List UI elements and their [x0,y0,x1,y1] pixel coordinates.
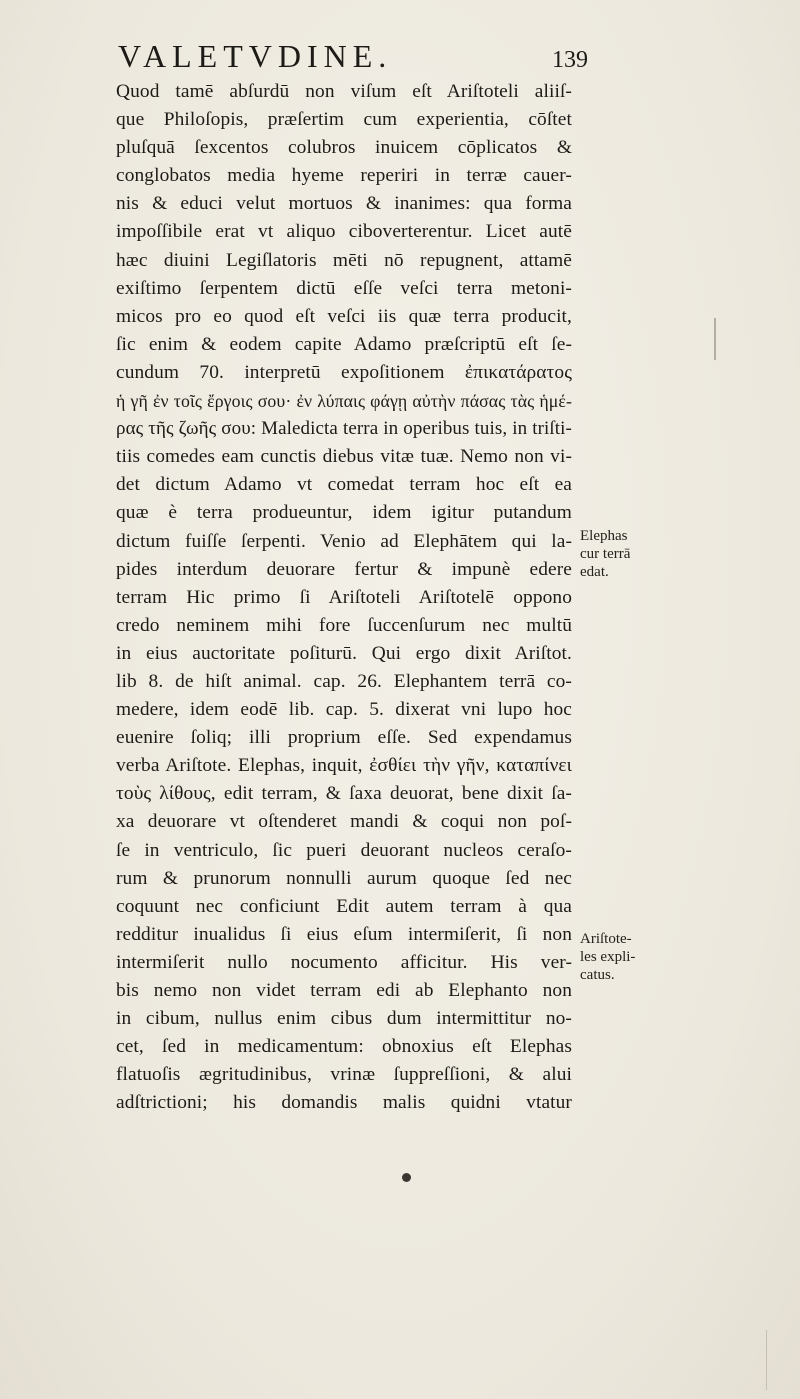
text-line: tiis comedes eam cunctis diebus vitæ tuæ. Nemo non vi- [116,446,572,468]
text-line: cet, ſed in medicamentum: obnoxius eſt Elephas [116,1036,572,1058]
text-line: impoſſibile erat vt aliquo ciboverterentur. Licet autē [116,221,572,243]
body-text [116,78,572,1117]
text-line: in cibum, nullus enim cibus dum intermittitur no- [116,1008,572,1030]
text-line: conglobatos media hyeme reperiri in terræ cauer- [116,165,572,187]
text-line: ἡ γῆ ἐν τοῖς ἔργοις σου· ἐν λύπαις φάγῃ αὐτὴν πάσας τὰς ἡμέ- [116,391,572,412]
text-line: que Philoſopis, præſertim cum experientia, cōſtet [116,109,572,131]
text-line: intermiſerit nullo nocumento afficitur. His ver- [116,951,572,973]
margin-note-line: catus. [580,967,615,983]
page-header [118,38,588,75]
margin-note-line: edat. [580,564,609,580]
text-line: det dictum Adamo vt comedat terram hoc eſt ea [116,474,572,496]
page-number: 139 [552,47,588,73]
margin-note-line: les expli- [580,949,636,965]
text-line: cundum 70. interpretū expoſitionem ἐπικατάρατος [116,361,572,383]
text-line: credo neminem mihi fore ſuccenſurum nec multū [116,614,572,636]
margin-ink-mark [766,1330,767,1390]
text-line: pides interdum deuorare fertur & impunè edere [116,558,572,580]
margin-note-line: Ariſtote- [580,931,632,947]
text-line: quæ è terra produeuntur, idem igitur putandum [116,502,572,524]
text-line: pluſquā ſexcentos colubros inuicem cōplicatos & [116,137,572,159]
text-line: redditur inualidus ſi eius eſum intermiſerit, ſi non [116,923,572,945]
text-line: ſic enim & eodem capite Adamo præſcriptū eſt ſe- [116,333,572,355]
text-line: ſe in ventriculo, ſic pueri deuorant nucleos ceraſo- [116,839,572,861]
text-line: Quod tamē abſurdū non viſum eſt Ariſtoteli aliiſ- [116,81,572,102]
margin-note-line: Elephas [580,528,628,544]
running-head: VALETVDINE. [118,38,393,74]
text-line: euenire ſoliq; illi proprium eſſe. Sed expendamus [116,727,572,749]
text-line: coquunt nec conficiunt Edit autem terram à qua [116,895,572,917]
text-line: xa deuorare vt oſtenderet mandi & coqui non poſ- [116,811,572,833]
margin-note-aristoteles [580,930,635,984]
text-line: terram Hic primo ſi Ariſtoteli Ariſtotelē oppono [116,586,572,608]
text-line: lib 8. de hiſt animal. cap. 26. Elephantem terrā co- [116,670,572,692]
text-line: nis & educi velut mortuos & inanimes: qua forma [116,193,572,215]
text-line: rum & prunorum nonnulli aurum quoque ſed nec [116,867,572,889]
text-line: medere, idem eodē lib. cap. 5. dixerat vni lupo hoc [116,699,572,721]
ink-spot [402,1173,411,1182]
text-line: ρας τῆς ζωῆς σου: Maledicta terra in operibus tuis, in triſti- [116,418,572,440]
text-line: verba Ariſtote. Elephas, inquit, ἐσθίει τὴν γῆν, καταπίνει [116,755,572,777]
text-line: dictum fuiſſe ſerpenti. Venio ad Elephātem qui la- [116,530,572,552]
text-line: micos pro eo quod eſt veſci iis quæ terra producit, [116,305,572,327]
margin-note-elephas [580,527,630,581]
text-line: exiſtimo ſerpentem dictū eſſe veſci terra metoni- [116,277,572,299]
margin-note-line: cur terrā [580,546,631,562]
text-line: τοὺς λίθους, edit terram, & ſaxa deuorat, bene dixit ſa- [116,783,572,805]
text-line: flatuoſis ægritudinibus, vrinæ ſuppreſſioni, & alui [116,1064,572,1086]
text-line: bis nemo non videt terram edi ab Elephanto non [116,980,572,1001]
text-line: hæc diuini Legiſlatoris mēti nō repugnent, attamē [116,249,572,271]
text-line: in eius auctoritate poſiturū. Qui ergo dixit Ariſtot. [116,642,572,664]
margin-ink-mark [714,318,716,360]
text-line: adſtrictioni; his domandis malis quidni vtatur [116,1092,572,1114]
